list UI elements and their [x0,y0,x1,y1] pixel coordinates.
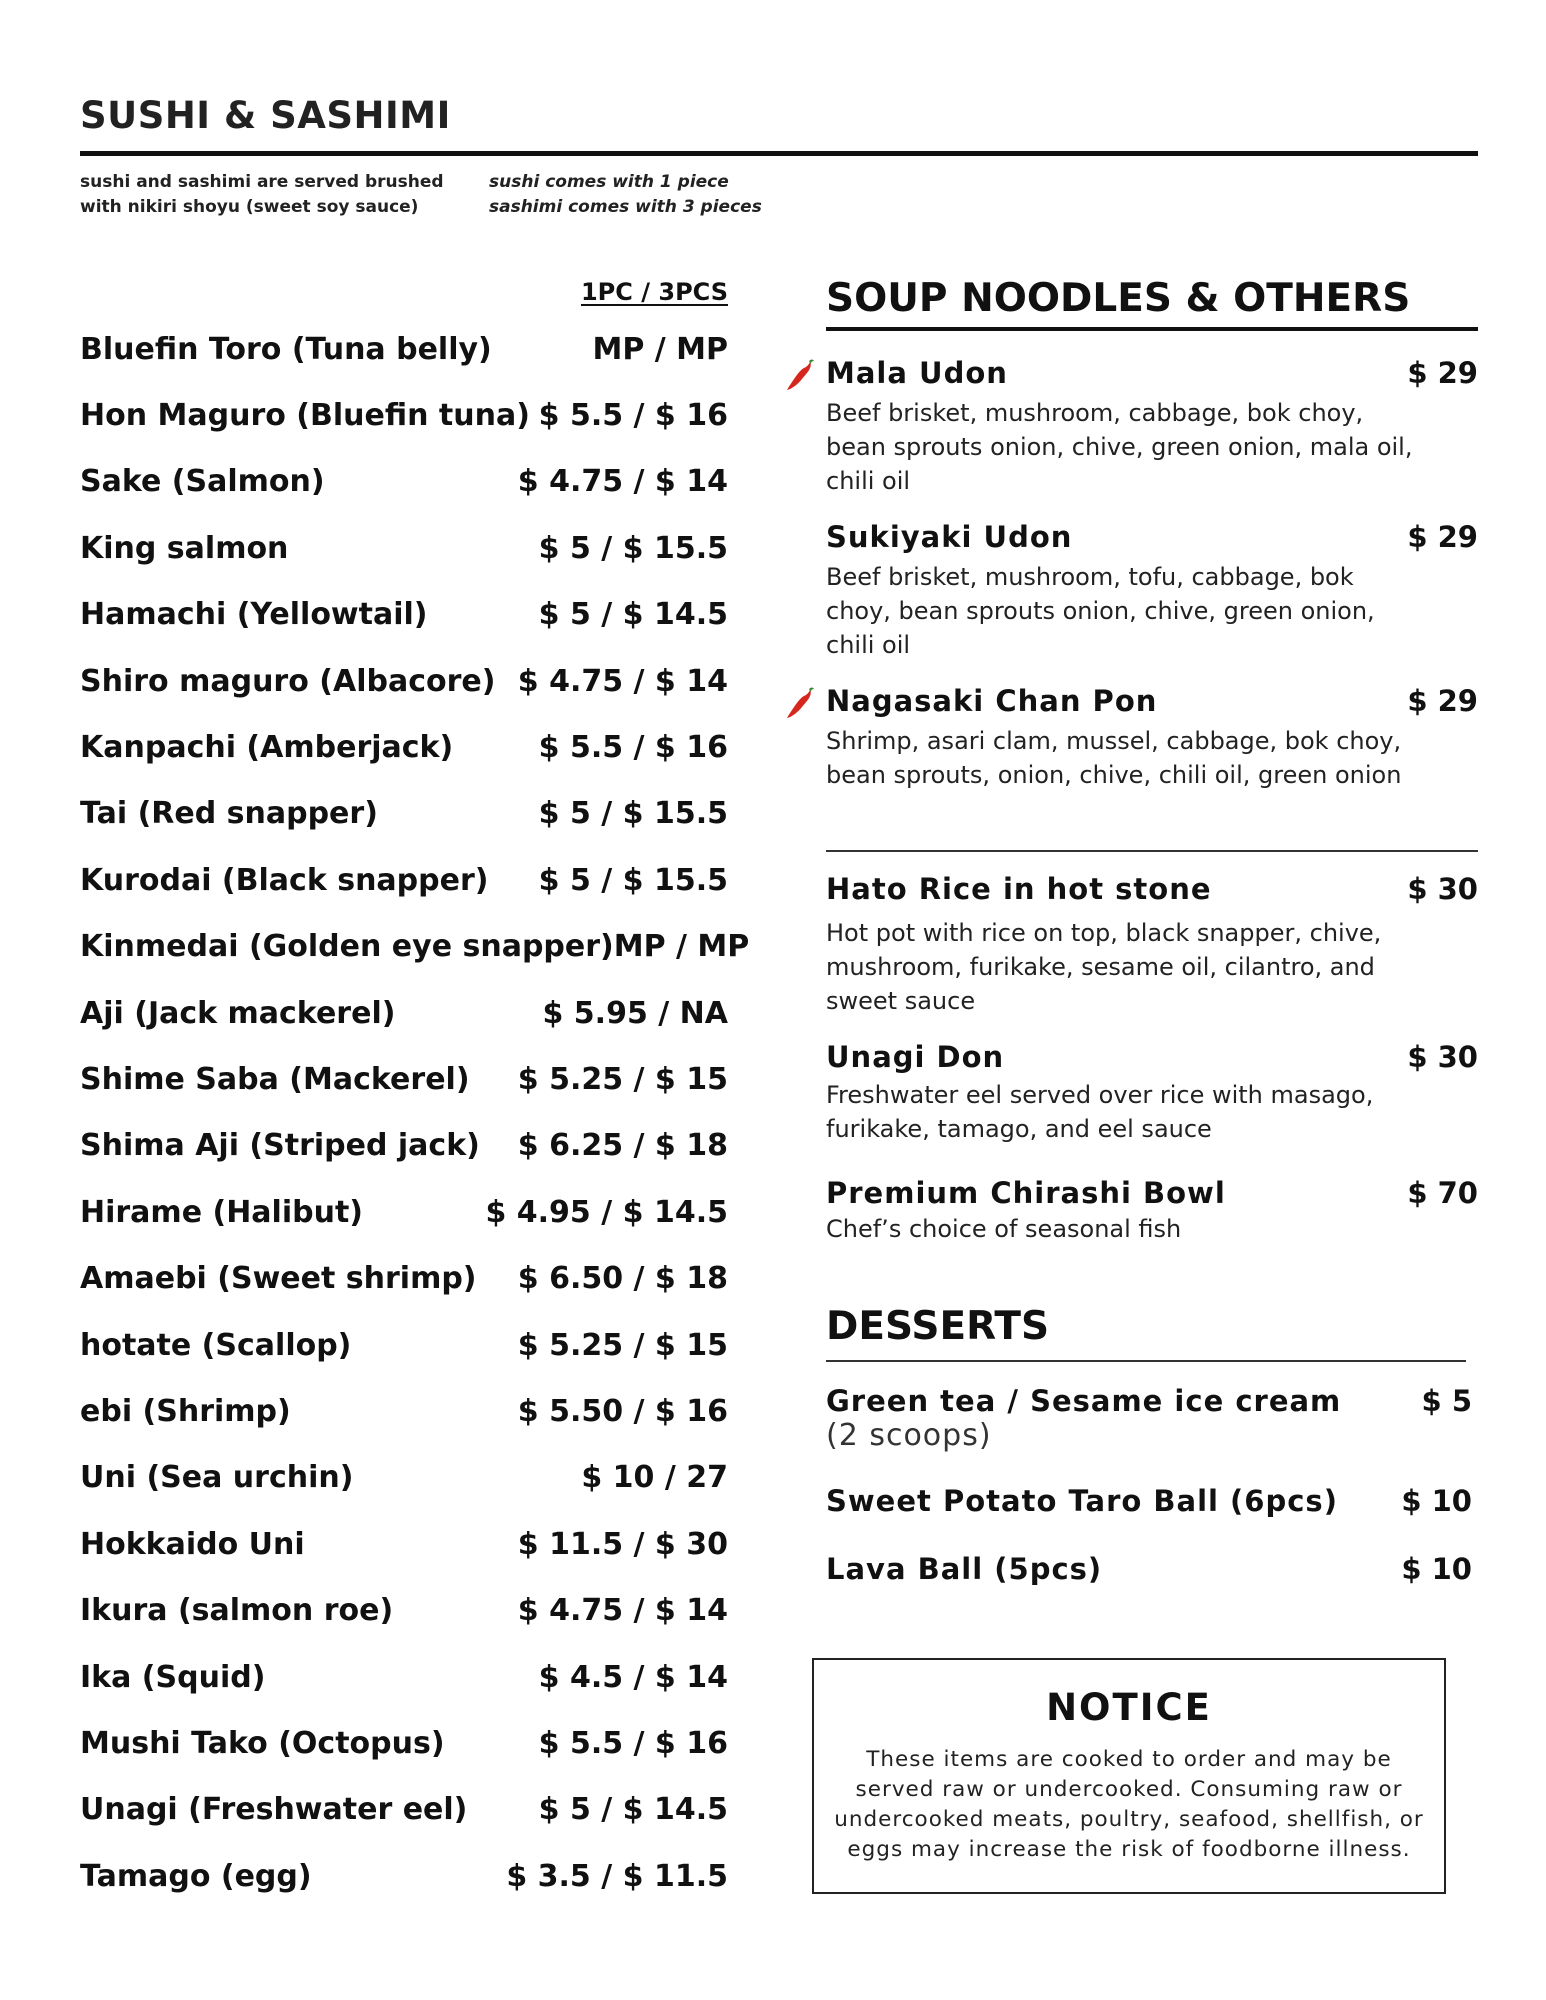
sushi-name: Uni (Sea urchin) [80,1460,354,1496]
item-name: Hato Rice in hot stone [826,872,1212,906]
item-description: Beef brisket, mushroom, cabbage, bok choy, bean sprouts onion, chive, green onion, mala oil, chili oil [826,399,1413,495]
menu-item [826,1176,1478,1246]
sushi-row [80,1445,728,1511]
sushi-price: $ 5.25 / $ 15 [517,1061,728,1097]
item-price: $ 10 [1401,1484,1472,1518]
sushi-name: Ikura (salmon roe) [80,1593,394,1629]
sushi-name: Kinmedai (Golden eye snapper) [80,929,614,965]
sushi-row [80,1245,728,1311]
item-price: $ 29 [1407,520,1478,554]
sushi-row [80,449,728,515]
sushi-price: $ 5.25 / $ 15 [517,1327,728,1363]
sushi-price: $ 4.5 / $ 14 [538,1659,728,1695]
nikiri-note [80,170,444,220]
sushi-price: $ 5.95 / NA [542,995,728,1031]
sushi-name: Unagi (Freshwater eel) [80,1792,468,1828]
sushi-price: $ 4.75 / $ 14 [517,464,728,500]
item-price: $ 5 [1421,1384,1472,1418]
sushi-price: MP / MP [613,929,750,965]
sushi-row [80,1843,728,1909]
soup-divider [826,327,1478,331]
sushi-name: Shima Aji (Striped jack) [80,1128,480,1164]
sushi-name: Kanpachi (Amberjack) [80,730,454,766]
sushi-price: MP / MP [592,331,728,367]
item-description: Freshwater eel served over rice with masago, furikake, tamago, and eel sauce [826,1081,1374,1143]
item-price: $ 29 [1407,356,1478,390]
item-name: Mala Udon [826,356,1008,390]
sushi-row [80,1710,728,1776]
sushi-row [80,1577,728,1643]
sushi-row [80,1644,728,1710]
page-title: SUSHI & SASHIMI [80,94,451,137]
sushi-row [80,1179,728,1245]
dessert-item [826,1484,1472,1518]
section-divider [826,850,1478,852]
notice-box [812,1658,1446,1894]
sushi-name: hotate (Scallop) [80,1327,352,1363]
sushi-row [80,1113,728,1179]
sushi-row [80,980,728,1046]
sushi-row [80,1777,728,1843]
dessert-item [826,1552,1472,1586]
sushi-row [80,914,750,980]
item-name: Unagi Don [826,1040,1005,1074]
sushi-price: $ 11.5 / $ 30 [517,1526,728,1562]
chili-pepper-icon [786,358,816,392]
sushi-price: $ 4.75 / $ 14 [517,663,728,699]
item-description: Shrimp, asari clam, mussel, cabbage, bok choy, bean sprouts, onion, chive, chili oil, green onion [826,727,1402,789]
sushi-name: Hamachi (Yellowtail) [80,597,428,633]
sushi-name: Sake (Salmon) [80,464,325,500]
sushi-name: Hokkaido Uni [80,1526,305,1562]
sushi-name: Tamago (egg) [80,1858,312,1894]
soup-section-title: SOUP NOODLES & OTHERS [826,276,1411,321]
menu-item [826,356,1478,498]
sushi-row [80,1312,728,1378]
sushi-name: King salmon [80,530,289,566]
item-portion: (2 scoops) [826,1418,992,1453]
sushi-price: $ 4.75 / $ 14 [517,1593,728,1629]
item-name: Green tea / Sesame ice cream [826,1384,1342,1418]
sushi-price: $ 5.5 / $ 16 [538,730,728,766]
sushi-price: $ 3.5 / $ 11.5 [506,1858,728,1894]
sushi-row [80,781,728,847]
sushi-row [80,515,728,581]
pieces-note-line: sashimi comes with 3 pieces [489,197,762,217]
sushi-row [80,382,728,448]
sushi-name: Kurodai (Black snapper) [80,862,489,898]
sushi-name: Ika (Squid) [80,1659,266,1695]
sushi-name: ebi (Shrimp) [80,1393,291,1429]
menu-item [826,1040,1478,1146]
sushi-price: $ 6.25 / $ 18 [517,1128,728,1164]
sushi-row [80,847,728,913]
sushi-name: Hirame (Halibut) [80,1194,363,1230]
notice-text: These items are cooked to order and may be served raw or undercooked. Consuming raw or undercooked meats, poultry, seafood, shellfish, or eggs may increase the risk of foodborne illness. [834,1747,1424,1862]
sushi-row [80,582,728,648]
notice-title: NOTICE [1046,1686,1212,1729]
menu-item [826,872,1478,1018]
sushi-price: $ 5.5 / $ 16 [538,1725,728,1761]
item-description: Chef’s choice of seasonal fish [826,1215,1182,1243]
sushi-row [80,316,728,382]
item-price: $ 29 [1407,684,1478,718]
sushi-price: $ 5 / $ 15.5 [538,530,728,566]
sushi-price: $ 5.5 / $ 16 [538,398,728,434]
sushi-price: $ 5 / $ 14.5 [538,597,728,633]
sushi-price: $ 5.50 / $ 16 [517,1393,728,1429]
sushi-row [80,1378,728,1444]
pieces-note [489,170,762,220]
sushi-row [80,648,728,714]
sushi-price: $ 5 / $ 15.5 [538,796,728,832]
sushi-list [80,316,750,1909]
sushi-row [80,714,728,780]
item-price: $ 70 [1407,1176,1478,1210]
sushi-price: $ 5 / $ 14.5 [538,1792,728,1828]
sushi-row [80,1046,728,1112]
sushi-name: Shime Saba (Mackerel) [80,1061,470,1097]
sushi-name: Mushi Tako (Octopus) [80,1725,445,1761]
sushi-price: $ 10 / 27 [581,1460,728,1496]
item-name: Lava Ball (5pcs) [826,1552,1103,1586]
pieces-note-line: sushi comes with 1 piece [489,172,729,192]
sushi-name: Hon Maguro (Bluefin tuna) [80,398,530,434]
item-description: Hot pot with rice on top, black snapper, chive, mushroom, furikake, sesame oil, cilantro, and sweet sauce [826,919,1382,1015]
chili-pepper-icon [786,686,816,720]
price-column-header: 1PC / 3PCS [580,278,728,306]
sushi-row [80,1511,728,1577]
item-price: $ 10 [1401,1552,1472,1586]
sushi-name: Tai (Red snapper) [80,796,378,832]
menu-item [826,520,1478,662]
item-name: Premium Chirashi Bowl [826,1176,1226,1210]
desserts-divider [826,1360,1466,1362]
sushi-name: Amaebi (Sweet shrimp) [80,1261,477,1297]
sushi-price: $ 6.50 / $ 18 [517,1261,728,1297]
item-name: Sukiyaki Udon [826,520,1073,554]
dessert-item [826,1384,1472,1453]
sushi-price: $ 4.95 / $ 14.5 [485,1194,728,1230]
sushi-price: $ 5 / $ 15.5 [538,862,728,898]
nikiri-note-line: with nikiri shoyu (sweet soy sauce) [80,197,419,217]
sushi-name: Shiro maguro (Albacore) [80,663,496,699]
menu-item [826,684,1478,792]
item-name: Sweet Potato Taro Ball (6pcs) [826,1484,1338,1518]
sushi-name: Bluefin Toro (Tuna belly) [80,331,492,367]
item-price: $ 30 [1407,1040,1478,1074]
item-description: Beef brisket, mushroom, tofu, cabbage, bok choy, bean sprouts onion, chive, green onion, chili oil [826,563,1375,659]
item-name: Nagasaki Chan Pon [826,684,1158,718]
nikiri-note-line: sushi and sashimi are served brushed [80,172,444,192]
sushi-name: Aji (Jack mackerel) [80,995,396,1031]
item-price: $ 30 [1407,872,1478,906]
desserts-section-title: DESSERTS [826,1304,1050,1349]
title-divider [80,151,1478,156]
